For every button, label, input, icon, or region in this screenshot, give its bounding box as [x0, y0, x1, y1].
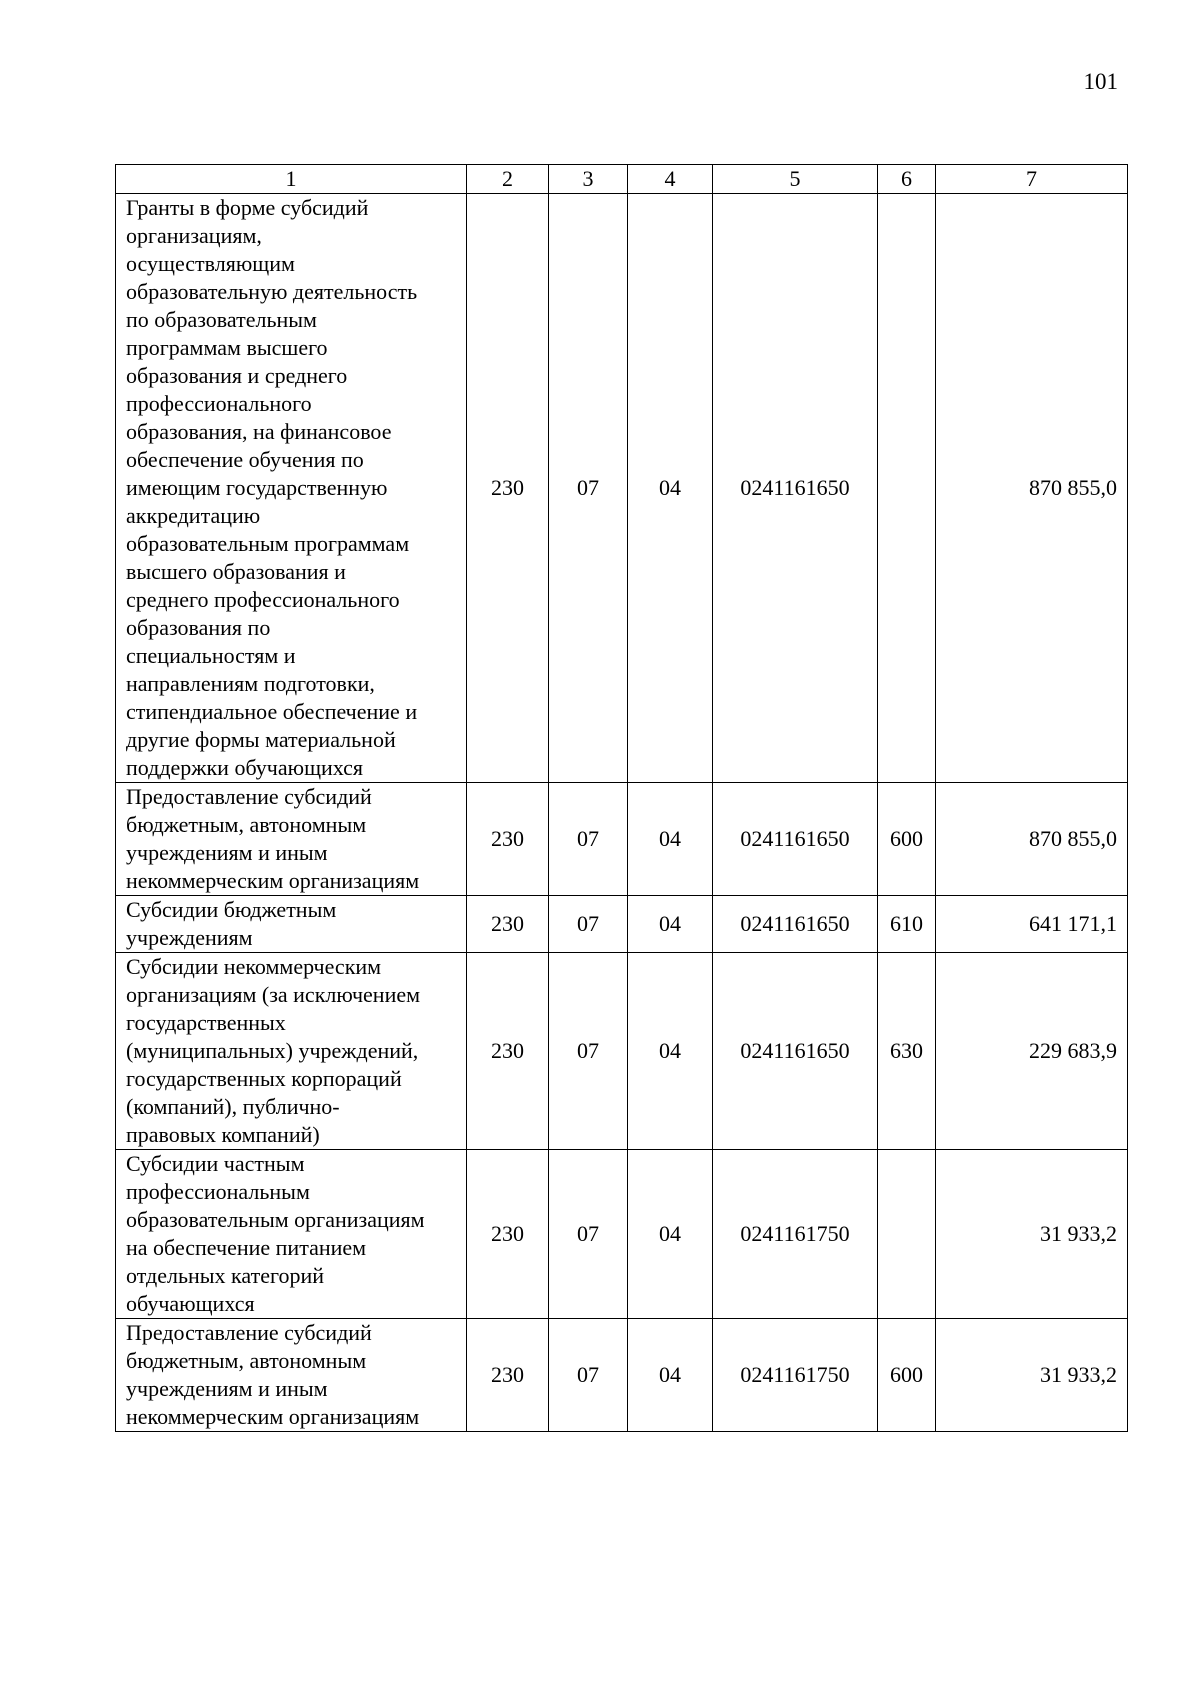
division-code-cell: 07	[549, 896, 628, 953]
table-row	[116, 194, 1128, 783]
division-code-cell: 07	[549, 1319, 628, 1432]
column-header: 3	[549, 165, 628, 194]
column-header: 5	[713, 165, 878, 194]
row-description: Предоставление субсидий бюджетным, автономным учреждениям и иным некоммерческим организациям	[126, 784, 420, 893]
row-description-cell	[116, 1319, 467, 1432]
subdivision-code-cell: 04	[628, 896, 713, 953]
column-header: 4	[628, 165, 713, 194]
amount-cell: 641 171,1	[936, 896, 1128, 953]
section-code-cell: 230	[467, 1150, 549, 1319]
column-header: 1	[116, 165, 467, 194]
column-header: 6	[878, 165, 936, 194]
expense-type-cell	[878, 194, 936, 783]
subdivision-code-cell: 04	[628, 194, 713, 783]
page-number: 101	[1083, 69, 1118, 94]
table-header-row	[116, 165, 1128, 194]
section-code-cell: 230	[467, 783, 549, 896]
row-description: Субсидии некоммерческим организациям (за исключением государственных (муниципальных) учреждений, государственных корпораций (компаний), публично- правовых компаний)	[126, 954, 421, 1147]
target-article-cell: 0241161650	[713, 896, 878, 953]
subdivision-code-cell: 04	[628, 953, 713, 1150]
column-header: 2	[467, 165, 549, 194]
table-row	[116, 896, 1128, 953]
row-description-cell	[116, 194, 467, 783]
subdivision-code-cell: 04	[628, 1319, 713, 1432]
row-description: Предоставление субсидий бюджетным, автономным учреждениям и иным некоммерческим организациям	[126, 1320, 420, 1429]
section-code-cell: 230	[467, 896, 549, 953]
subdivision-code-cell: 04	[628, 1150, 713, 1319]
target-article-cell: 0241161650	[713, 953, 878, 1150]
section-code-cell: 230	[467, 194, 549, 783]
table-row	[116, 1150, 1128, 1319]
column-header: 7	[936, 165, 1128, 194]
target-article-cell: 0241161650	[713, 194, 878, 783]
expense-type-cell: 610	[878, 896, 936, 953]
subdivision-code-cell: 04	[628, 783, 713, 896]
row-description-cell	[116, 783, 467, 896]
expense-type-cell: 600	[878, 783, 936, 896]
division-code-cell: 07	[549, 783, 628, 896]
table-row	[116, 953, 1128, 1150]
target-article-cell: 0241161750	[713, 1319, 878, 1432]
table-row	[116, 1319, 1128, 1432]
expense-type-cell	[878, 1150, 936, 1319]
row-description: Субсидии частным профессиональным образовательным организациям на обеспечение питанием отдельных категорий обучающихся	[126, 1151, 425, 1316]
budget-table	[115, 164, 1128, 1432]
expense-type-cell: 600	[878, 1319, 936, 1432]
amount-cell: 31 933,2	[936, 1319, 1128, 1432]
section-code-cell: 230	[467, 1319, 549, 1432]
row-description-cell	[116, 1150, 467, 1319]
amount-cell: 31 933,2	[936, 1150, 1128, 1319]
table-row	[116, 783, 1128, 896]
division-code-cell: 07	[549, 1150, 628, 1319]
expense-type-cell: 630	[878, 953, 936, 1150]
row-description: Гранты в форме субсидий организациям, осуществляющим образовательную деятельность по образовательным программам высшего образования и среднего профессионального образования, на финансовое обеспечение обучения по имеющим государственную аккредитацию образовательным программам высшего образования и среднего профессионального образования по специальностям и направлениям подготовки, стипендиальное обеспечение и другие формы материальной поддержки обучающихся	[126, 195, 418, 780]
division-code-cell: 07	[549, 953, 628, 1150]
amount-cell: 870 855,0	[936, 783, 1128, 896]
section-code-cell: 230	[467, 953, 549, 1150]
target-article-cell: 0241161750	[713, 1150, 878, 1319]
division-code-cell: 07	[549, 194, 628, 783]
target-article-cell: 0241161650	[713, 783, 878, 896]
amount-cell: 870 855,0	[936, 194, 1128, 783]
row-description: Субсидии бюджетным учреждениям	[126, 897, 337, 950]
amount-cell: 229 683,9	[936, 953, 1128, 1150]
row-description-cell	[116, 953, 467, 1150]
row-description-cell	[116, 896, 467, 953]
